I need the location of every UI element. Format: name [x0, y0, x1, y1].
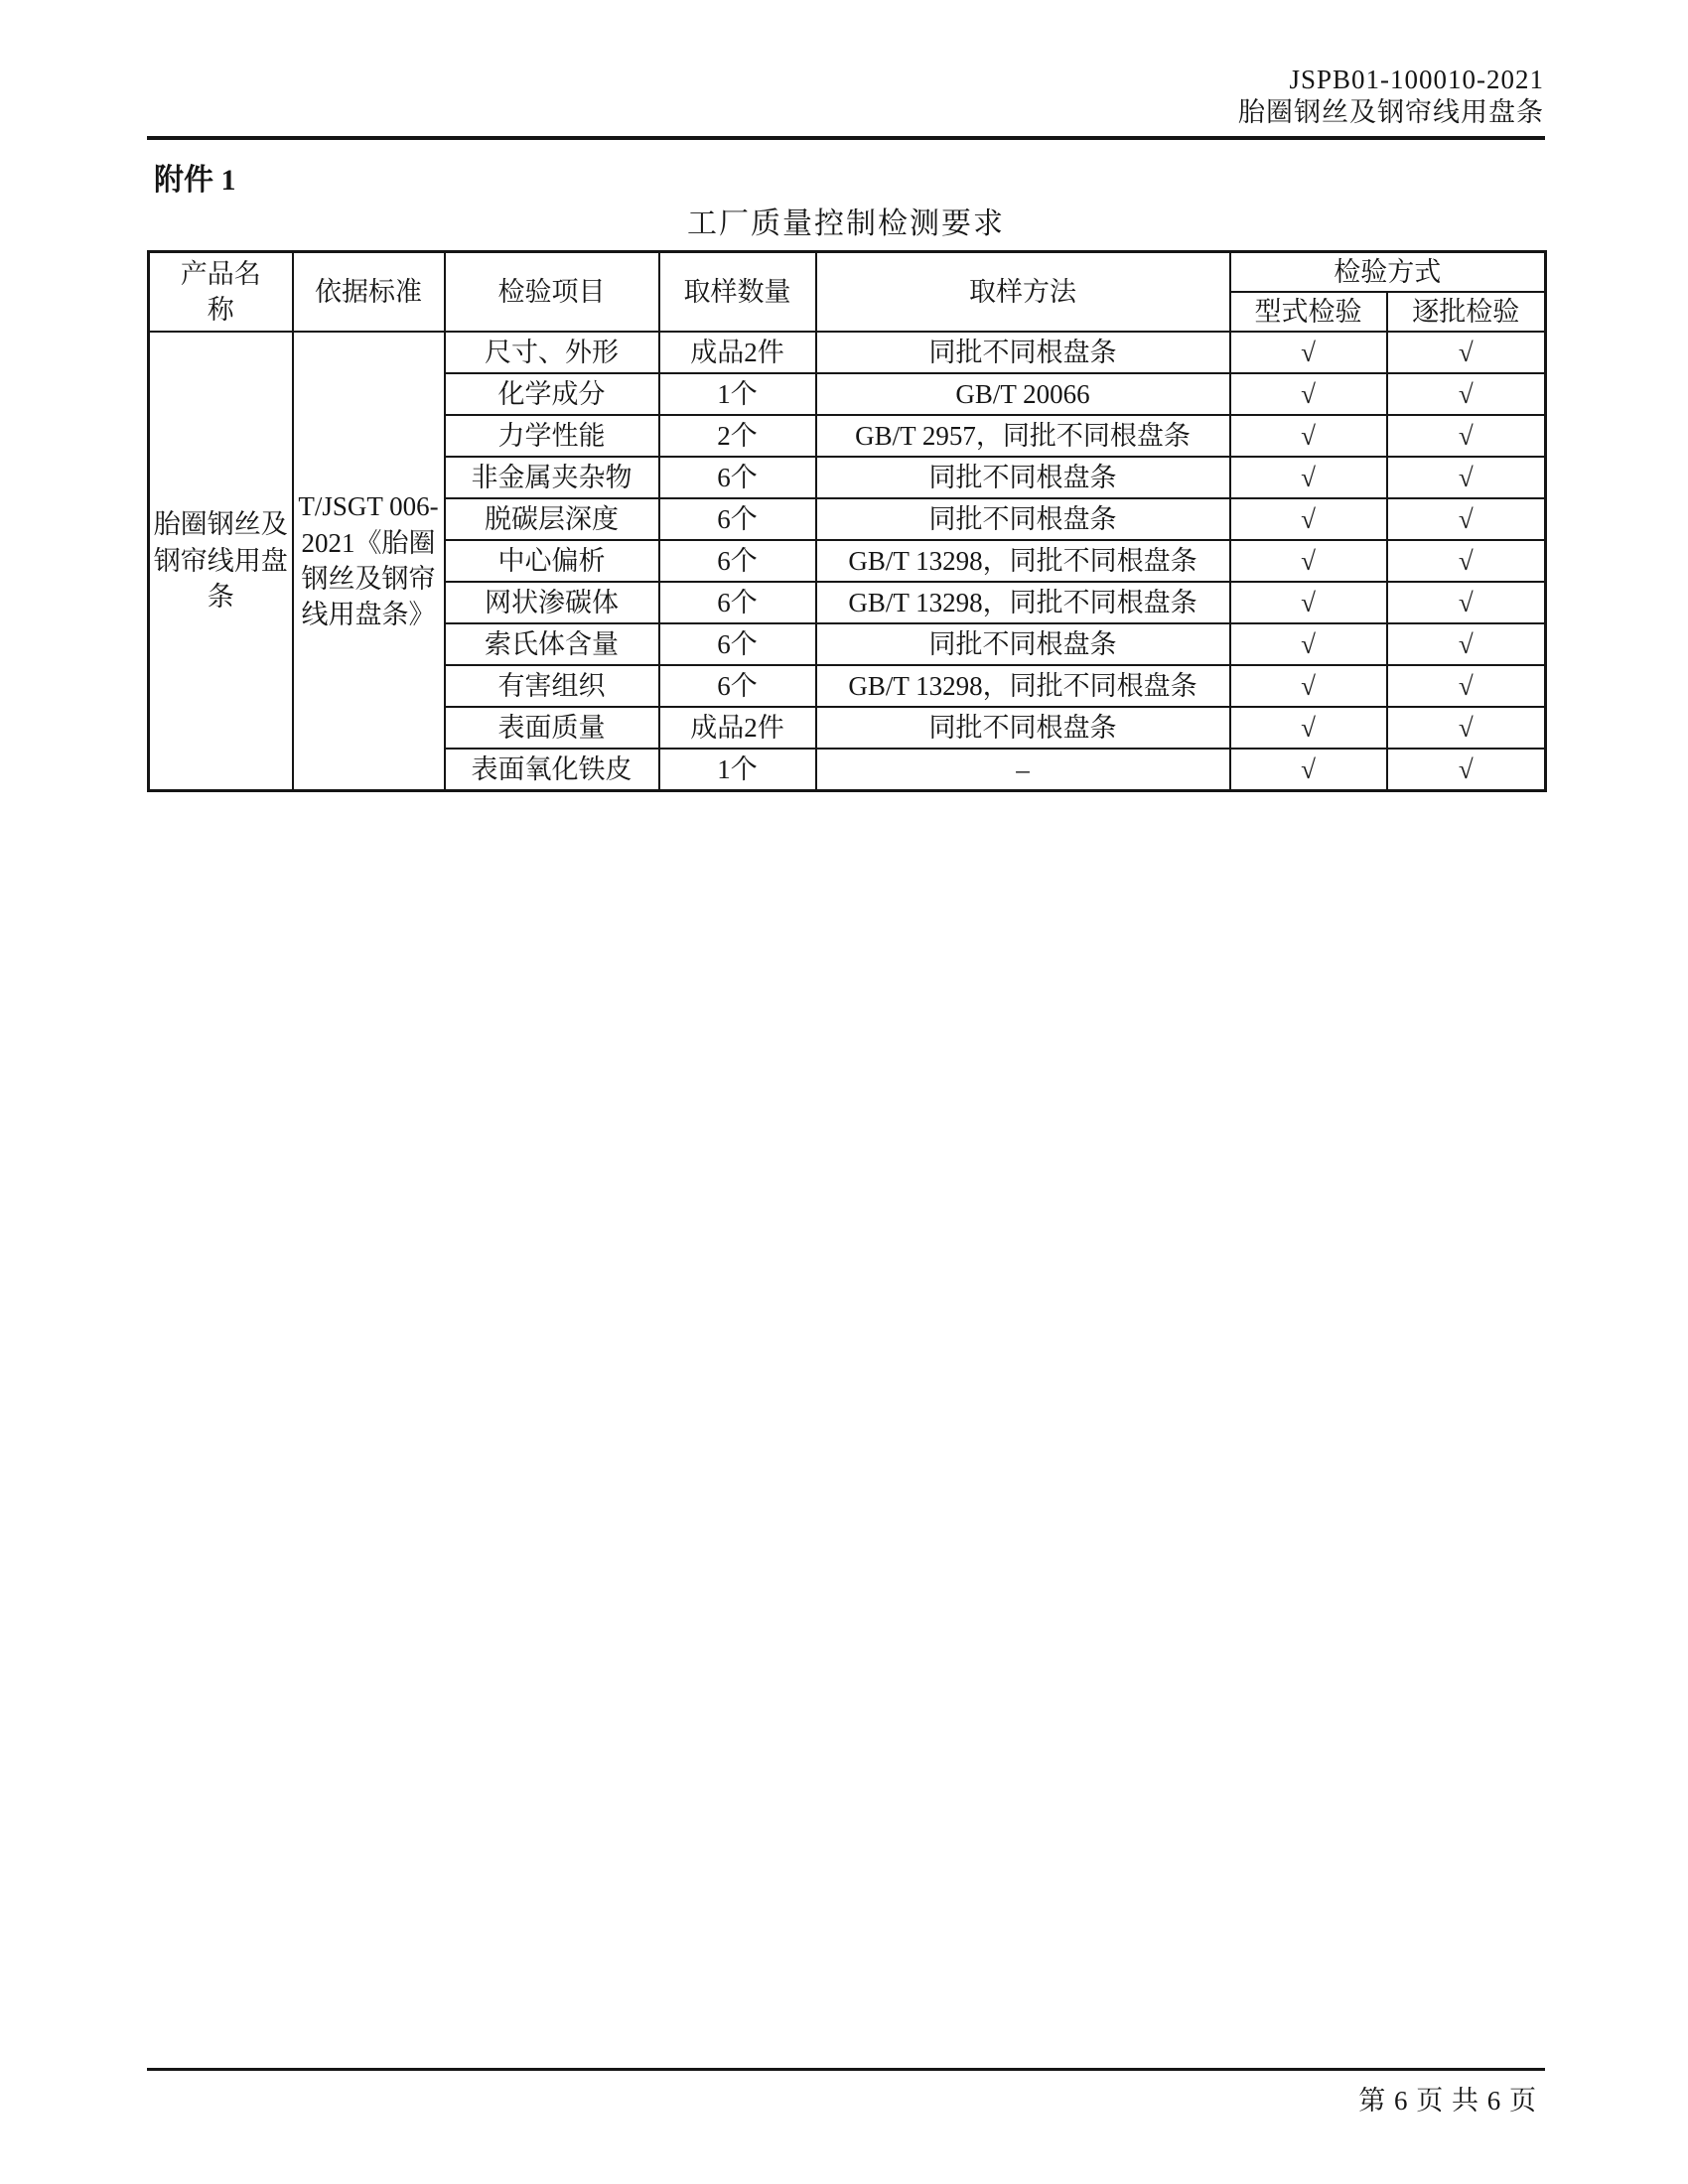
type-check-cell: √ — [1230, 373, 1387, 415]
method-cell: GB/T 13298，同批不同根盘条 — [816, 665, 1230, 707]
standard-cell: T/JSGT 006-2021《胎圈钢丝及钢帘线用盘条》 — [293, 332, 445, 791]
doc-number: JSPB01-100010-2021 — [1289, 65, 1544, 94]
method-cell: GB/T 13298，同批不同根盘条 — [816, 582, 1230, 623]
quantity-cell: 6个 — [659, 498, 816, 540]
item-cell: 化学成分 — [445, 373, 659, 415]
header-product-name: 产品名称 — [149, 252, 293, 333]
type-check-cell: √ — [1230, 415, 1387, 457]
header-type-inspection: 型式检验 — [1230, 292, 1387, 332]
header-inspection-mode: 检验方式 — [1230, 252, 1546, 293]
attachment-label: 附件 1 — [154, 164, 236, 197]
quantity-cell: 1个 — [659, 749, 816, 791]
batch-check-cell: √ — [1387, 582, 1546, 623]
quantity-cell: 6个 — [659, 540, 816, 582]
item-cell: 中心偏析 — [445, 540, 659, 582]
batch-check-cell: √ — [1387, 623, 1546, 665]
batch-check-cell: √ — [1387, 457, 1546, 498]
header-standard: 依据标准 — [293, 252, 445, 333]
type-check-cell: √ — [1230, 582, 1387, 623]
method-cell: 同批不同根盘条 — [816, 457, 1230, 498]
page-number: 第 6 页 共 6 页 — [1358, 2086, 1537, 2116]
page-header — [1238, 64, 1544, 129]
item-cell: 索氏体含量 — [445, 623, 659, 665]
type-check-cell: √ — [1230, 498, 1387, 540]
type-check-cell: √ — [1230, 332, 1387, 373]
method-cell: – — [816, 749, 1230, 791]
type-check-cell: √ — [1230, 623, 1387, 665]
method-cell: 同批不同根盘条 — [816, 498, 1230, 540]
quantity-cell: 成品2件 — [659, 332, 816, 373]
type-check-cell: √ — [1230, 665, 1387, 707]
batch-check-cell: √ — [1387, 498, 1546, 540]
batch-check-cell: √ — [1387, 665, 1546, 707]
batch-check-cell: √ — [1387, 332, 1546, 373]
table-header-row-1 — [149, 252, 1546, 293]
method-cell: GB/T 20066 — [816, 373, 1230, 415]
quantity-cell: 6个 — [659, 582, 816, 623]
header-item: 检验项目 — [445, 252, 659, 333]
type-check-cell: √ — [1230, 707, 1387, 749]
quantity-cell: 1个 — [659, 373, 816, 415]
quantity-cell: 6个 — [659, 623, 816, 665]
item-cell: 有害组织 — [445, 665, 659, 707]
item-cell: 尺寸、外形 — [445, 332, 659, 373]
table-row — [149, 332, 1546, 373]
type-check-cell: √ — [1230, 457, 1387, 498]
doc-title: 胎圈钢丝及钢帘线用盘条 — [1238, 97, 1544, 127]
quantity-cell: 2个 — [659, 415, 816, 457]
footer-rule — [147, 2068, 1545, 2071]
item-cell: 表面氧化铁皮 — [445, 749, 659, 791]
item-cell: 网状渗碳体 — [445, 582, 659, 623]
method-cell: 同批不同根盘条 — [816, 623, 1230, 665]
item-cell: 力学性能 — [445, 415, 659, 457]
table-title: 工厂质量控制检测要求 — [687, 207, 1005, 240]
batch-check-cell: √ — [1387, 749, 1546, 791]
item-cell: 非金属夹杂物 — [445, 457, 659, 498]
method-cell: 同批不同根盘条 — [816, 707, 1230, 749]
quantity-cell: 6个 — [659, 665, 816, 707]
batch-check-cell: √ — [1387, 707, 1546, 749]
header-quantity: 取样数量 — [659, 252, 816, 333]
method-cell: GB/T 2957，同批不同根盘条 — [816, 415, 1230, 457]
header-rule — [147, 136, 1545, 140]
batch-check-cell: √ — [1387, 540, 1546, 582]
qc-requirements-table — [147, 250, 1547, 792]
product-name-cell: 胎圈钢丝及钢帘线用盘条 — [149, 332, 293, 791]
method-cell: GB/T 13298，同批不同根盘条 — [816, 540, 1230, 582]
header-method: 取样方法 — [816, 252, 1230, 333]
type-check-cell: √ — [1230, 540, 1387, 582]
batch-check-cell: √ — [1387, 415, 1546, 457]
type-check-cell: √ — [1230, 749, 1387, 791]
method-cell: 同批不同根盘条 — [816, 332, 1230, 373]
quantity-cell: 成品2件 — [659, 707, 816, 749]
batch-check-cell: √ — [1387, 373, 1546, 415]
item-cell: 脱碳层深度 — [445, 498, 659, 540]
quantity-cell: 6个 — [659, 457, 816, 498]
header-batch-inspection: 逐批检验 — [1387, 292, 1546, 332]
item-cell: 表面质量 — [445, 707, 659, 749]
